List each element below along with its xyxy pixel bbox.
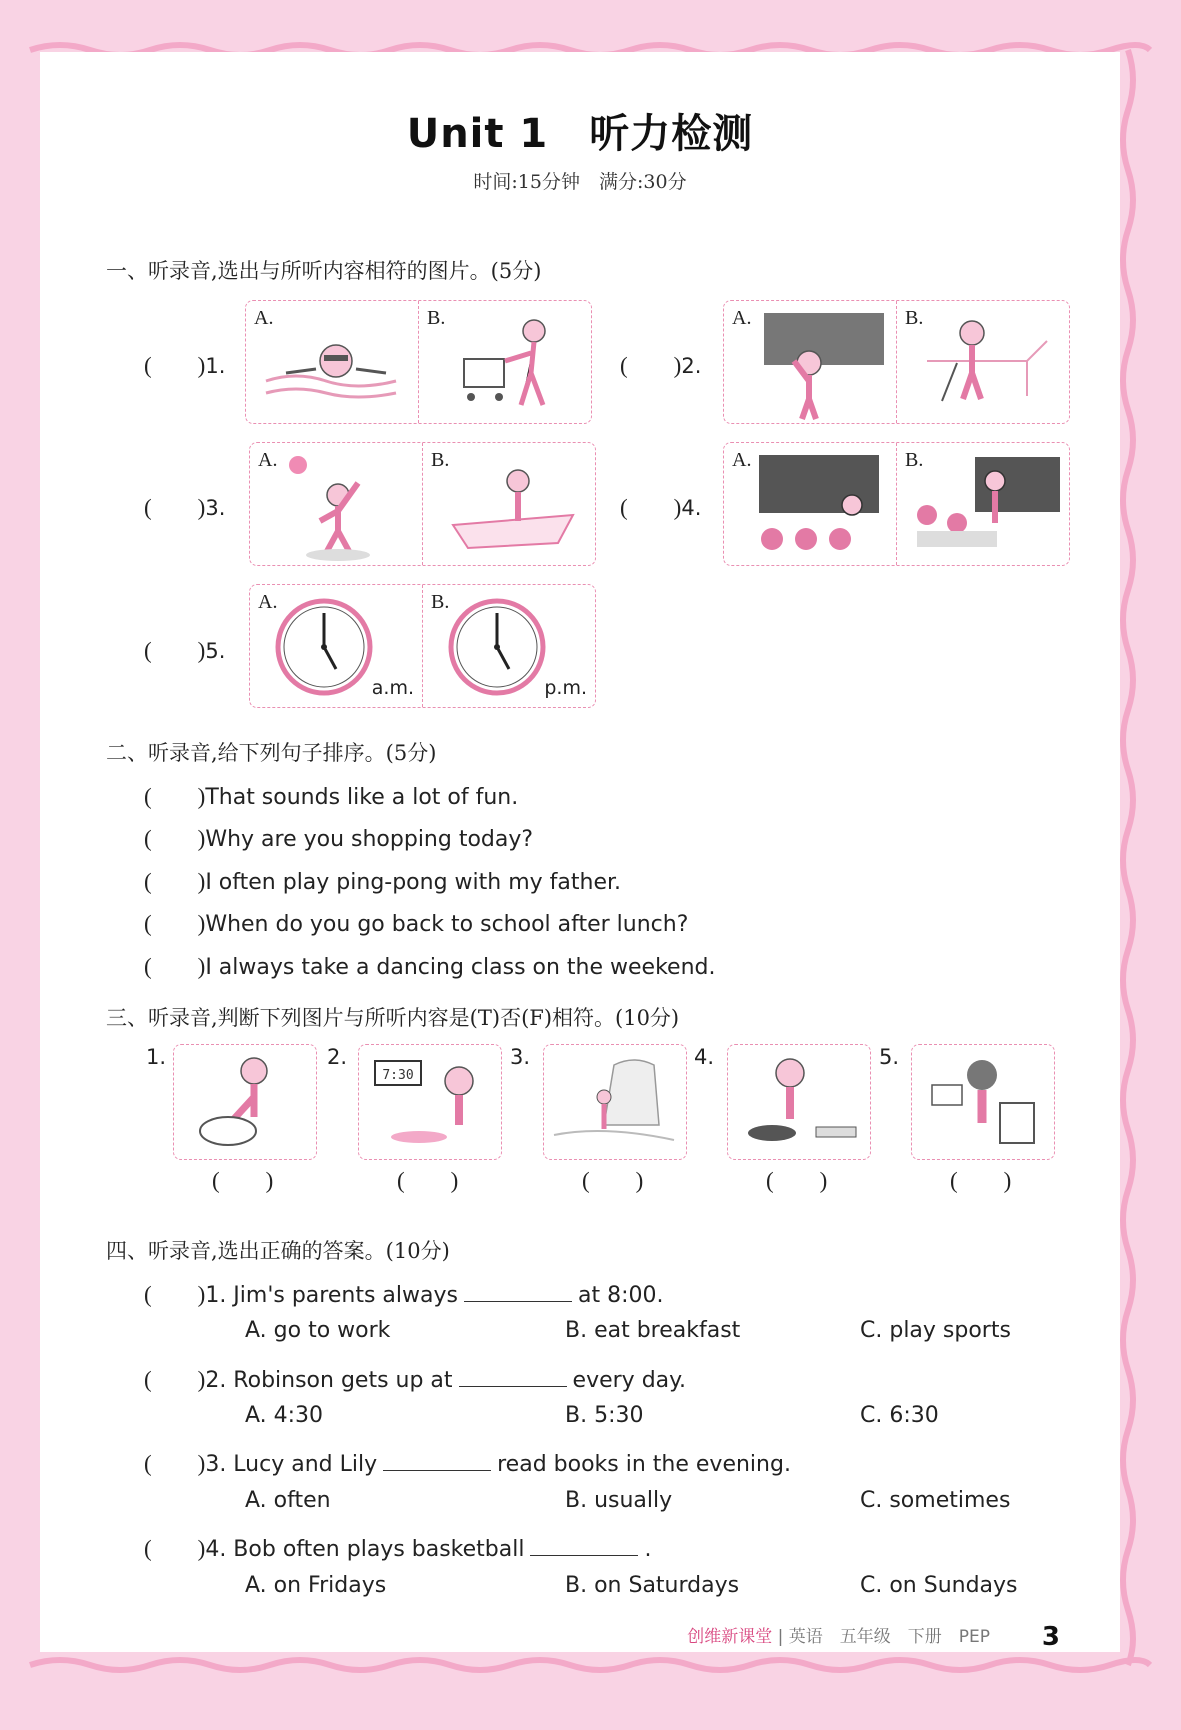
page-title: Unit 1 听力检测	[406, 111, 754, 157]
s1-q3-pictures	[249, 442, 596, 566]
worksheet-page	[40, 52, 1120, 1652]
section1-title: 一、听录音,选出与所听内容相符的图片。(5分)	[106, 259, 542, 283]
choice-a[interactable]: A. on Fridays	[245, 1573, 387, 1598]
s1-q1-row	[144, 347, 225, 380]
park-walk-icon	[544, 1045, 686, 1159]
s2-sentence: ( )I always take a dancing class on the weekend.	[144, 954, 716, 980]
option-label: B.	[431, 449, 450, 471]
answer-paren[interactable]: ( )	[620, 353, 682, 378]
option-label: A.	[258, 591, 278, 613]
answer-paren[interactable]: ( )	[144, 784, 206, 809]
option-label: B.	[905, 307, 924, 329]
question-number: 3.	[205, 496, 226, 520]
boy-cooking-icon	[728, 1045, 870, 1159]
choice-a[interactable]: A. often	[245, 1488, 331, 1513]
s3-picture-3	[543, 1044, 687, 1160]
option-a-picture[interactable]	[250, 443, 422, 565]
item-number: 5.	[879, 1045, 900, 1069]
clock-time: 7:30	[382, 1068, 414, 1083]
option-b-picture[interactable]	[422, 585, 595, 707]
choice-b[interactable]: B. on Saturdays	[565, 1573, 740, 1598]
answer-paren[interactable]: ( )	[144, 1536, 206, 1561]
option-label: A.	[732, 307, 752, 329]
page-number: 3	[1041, 1622, 1060, 1652]
option-a-picture[interactable]	[724, 443, 896, 565]
answer-paren[interactable]: ( )	[144, 638, 206, 663]
choice-a[interactable]: A. 4:30	[245, 1403, 324, 1428]
choice-b[interactable]: B. eat breakfast	[565, 1318, 741, 1343]
answer-paren[interactable]: ( )	[144, 826, 206, 851]
option-b-picture[interactable]	[418, 301, 591, 423]
question-number: 4.	[681, 496, 702, 520]
item-number: 1.	[146, 1045, 167, 1069]
s4-question-2: ( )2. Robinson gets up at every day.	[144, 1367, 687, 1393]
s3-picture-4	[727, 1044, 871, 1160]
brand-name: 创维新课堂	[687, 1627, 773, 1647]
s1-q5-pictures	[249, 584, 596, 708]
footer-brand: 创维新课堂 | 英语 五年级 下册 PEP	[687, 1627, 990, 1647]
item-number: 4.	[694, 1045, 715, 1069]
choice-c[interactable]: C. 6:30	[860, 1403, 939, 1428]
boy-washing-clothes-icon	[174, 1045, 316, 1159]
section3-title: 三、听录音,判断下列图片与所听内容是(T)否(F)相符。(10分)	[106, 1006, 680, 1030]
s3-picture-5	[911, 1044, 1055, 1160]
s4-question-1: ( )1. Jim's parents always at 8:00.	[144, 1282, 664, 1308]
tf-answer-paren[interactable]: ( )	[950, 1168, 1012, 1193]
boy-reading-icon	[912, 1045, 1054, 1159]
choice-c[interactable]: C. play sports	[860, 1318, 1011, 1343]
answer-paren[interactable]: ( )	[144, 1367, 206, 1392]
choice-b[interactable]: B. usually	[565, 1488, 673, 1513]
s3-picture-2	[358, 1044, 502, 1160]
choice-b[interactable]: B. 5:30	[565, 1403, 644, 1428]
question-number: 5.	[205, 639, 226, 663]
option-label: A.	[258, 449, 278, 471]
s2-sentence: ( )When do you go back to school after lunch?	[144, 911, 689, 937]
option-label: A.	[732, 449, 752, 471]
tf-answer-paren[interactable]: ( )	[766, 1168, 828, 1193]
section4-title: 四、听录音,选出正确的答案。(10分)	[106, 1239, 450, 1263]
s1-q4-row	[620, 489, 701, 522]
s1-q4-pictures	[723, 442, 1070, 566]
s2-sentence: ( )I often play ping-pong with my father.	[144, 869, 622, 895]
tf-answer-paren[interactable]: ( )	[582, 1168, 644, 1193]
option-b-picture[interactable]	[422, 443, 595, 565]
answer-blank	[459, 1368, 567, 1387]
girl-eating-breakfast-icon	[359, 1045, 501, 1159]
option-label: B.	[431, 591, 450, 613]
s1-q2-row	[620, 347, 701, 380]
item-number: 2.	[327, 1045, 348, 1069]
question-number: 2.	[681, 354, 702, 378]
choice-a[interactable]: A. go to work	[245, 1318, 391, 1343]
answer-paren[interactable]: ( )	[144, 1451, 206, 1476]
option-b-picture[interactable]	[896, 443, 1069, 565]
answer-paren[interactable]: ( )	[144, 1282, 206, 1307]
answer-paren[interactable]: ( )	[144, 911, 206, 936]
option-a-picture[interactable]	[246, 301, 418, 423]
s2-sentence: ( )Why are you shopping today?	[144, 826, 534, 852]
option-b-picture[interactable]	[896, 301, 1069, 423]
answer-paren[interactable]: ( )	[144, 495, 206, 520]
s4-question-4: ( )4. Bob often plays basketball .	[144, 1536, 652, 1562]
question-number: 1.	[205, 354, 226, 378]
book-info: 英语 五年级 下册 PEP	[788, 1627, 990, 1647]
answer-blank	[530, 1537, 638, 1556]
option-a-picture[interactable]	[250, 585, 422, 707]
option-a-picture[interactable]	[724, 301, 896, 423]
option-label: B.	[427, 307, 446, 329]
option-label: B.	[905, 449, 924, 471]
s1-q1-pictures	[245, 300, 592, 424]
pm-label: p.m.	[544, 677, 587, 699]
answer-blank	[464, 1283, 572, 1302]
tf-answer-paren[interactable]: ( )	[212, 1168, 274, 1193]
item-number: 3.	[510, 1045, 531, 1069]
answer-paren[interactable]: ( )	[620, 495, 682, 520]
choice-c[interactable]: C. on Sundays	[860, 1573, 1018, 1598]
choice-c[interactable]: C. sometimes	[860, 1488, 1011, 1513]
answer-paren[interactable]: ( )	[144, 869, 206, 894]
tf-answer-paren[interactable]: ( )	[397, 1168, 459, 1193]
page-subtitle: 时间:15分钟 满分:30分	[473, 171, 687, 193]
s1-q3-row	[144, 489, 225, 522]
s1-q2-pictures	[723, 300, 1070, 424]
am-label: a.m.	[371, 677, 414, 699]
s3-picture-1	[173, 1044, 317, 1160]
answer-paren[interactable]: ( )	[144, 954, 206, 979]
section2-title: 二、听录音,给下列句子排序。(5分)	[106, 741, 437, 765]
s1-q5-row	[144, 632, 225, 665]
answer-blank	[383, 1452, 491, 1471]
s2-sentence: ( )That sounds like a lot of fun.	[144, 784, 519, 810]
option-label: A.	[254, 307, 274, 329]
answer-paren[interactable]: ( )	[144, 353, 206, 378]
s4-question-3: ( )3. Lucy and Lily read books in the evening.	[144, 1451, 791, 1477]
